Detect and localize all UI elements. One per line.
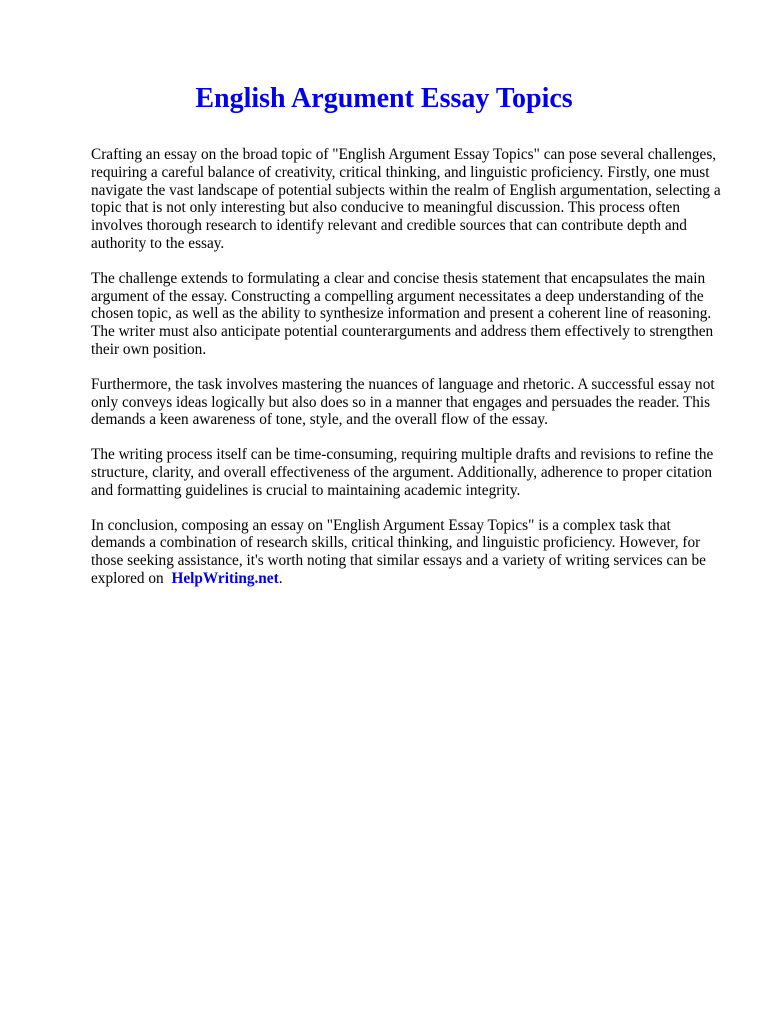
helpwriting-link[interactable]: HelpWriting.net xyxy=(171,569,279,587)
conclusion-text: In conclusion, composing an essay on "English Argument Essay Topics" is a complex task that demands a combination of research skills, critical thinking, and linguistic proficiency. However, for those seeking assistance, it's worth noting that similar essays and a variety of writing services can be explored on xyxy=(91,516,706,587)
document-body xyxy=(91,146,724,588)
conclusion-trailing: . xyxy=(278,569,283,587)
document-title: English Argument Essay Topics xyxy=(195,83,573,114)
paragraph-3: Furthermore, the task involves mastering the nuances of language and rhetoric. A successful essay not only conveys ideas logically but also does so in a manner that engages and persuades the reader. This demands a keen awareness of tone, style, and the overall flow of the essay. xyxy=(91,375,715,429)
paragraph-1: Crafting an essay on the broad topic of "English Argument Essay Topics" can pose several challenges, requiring a careful balance of creativity, critical thinking, and linguistic proficiency. Firstly, one must navigate the vast landscape of potential subjects within the realm of English argumentation, selecting a topic that is not only interesting but also conducive to meaningful discussion. This process often involves thorough research to identify relevant and credible sources that can contribute depth and authority to the essay. xyxy=(91,146,721,252)
paragraph-4: The writing process itself can be time-consuming, requiring multiple drafts and revisions to refine the structure, clarity, and overall effectiveness of the argument. Additionally, adherence to proper citation and formatting guidelines is crucial to maintaining academic integrity. xyxy=(91,446,714,499)
paragraph-2: The challenge extends to formulating a clear and concise thesis statement that encapsulates the main argument of the essay. Constructing a compelling argument necessitates a deep understanding of the chosen topic, as well as the ability to synthesize information and present a coherent line of reasoning. The writer must also anticipate potential counterarguments and address them effectively to strengthen their own position. xyxy=(91,269,714,358)
conclusion-paragraph xyxy=(91,517,724,588)
